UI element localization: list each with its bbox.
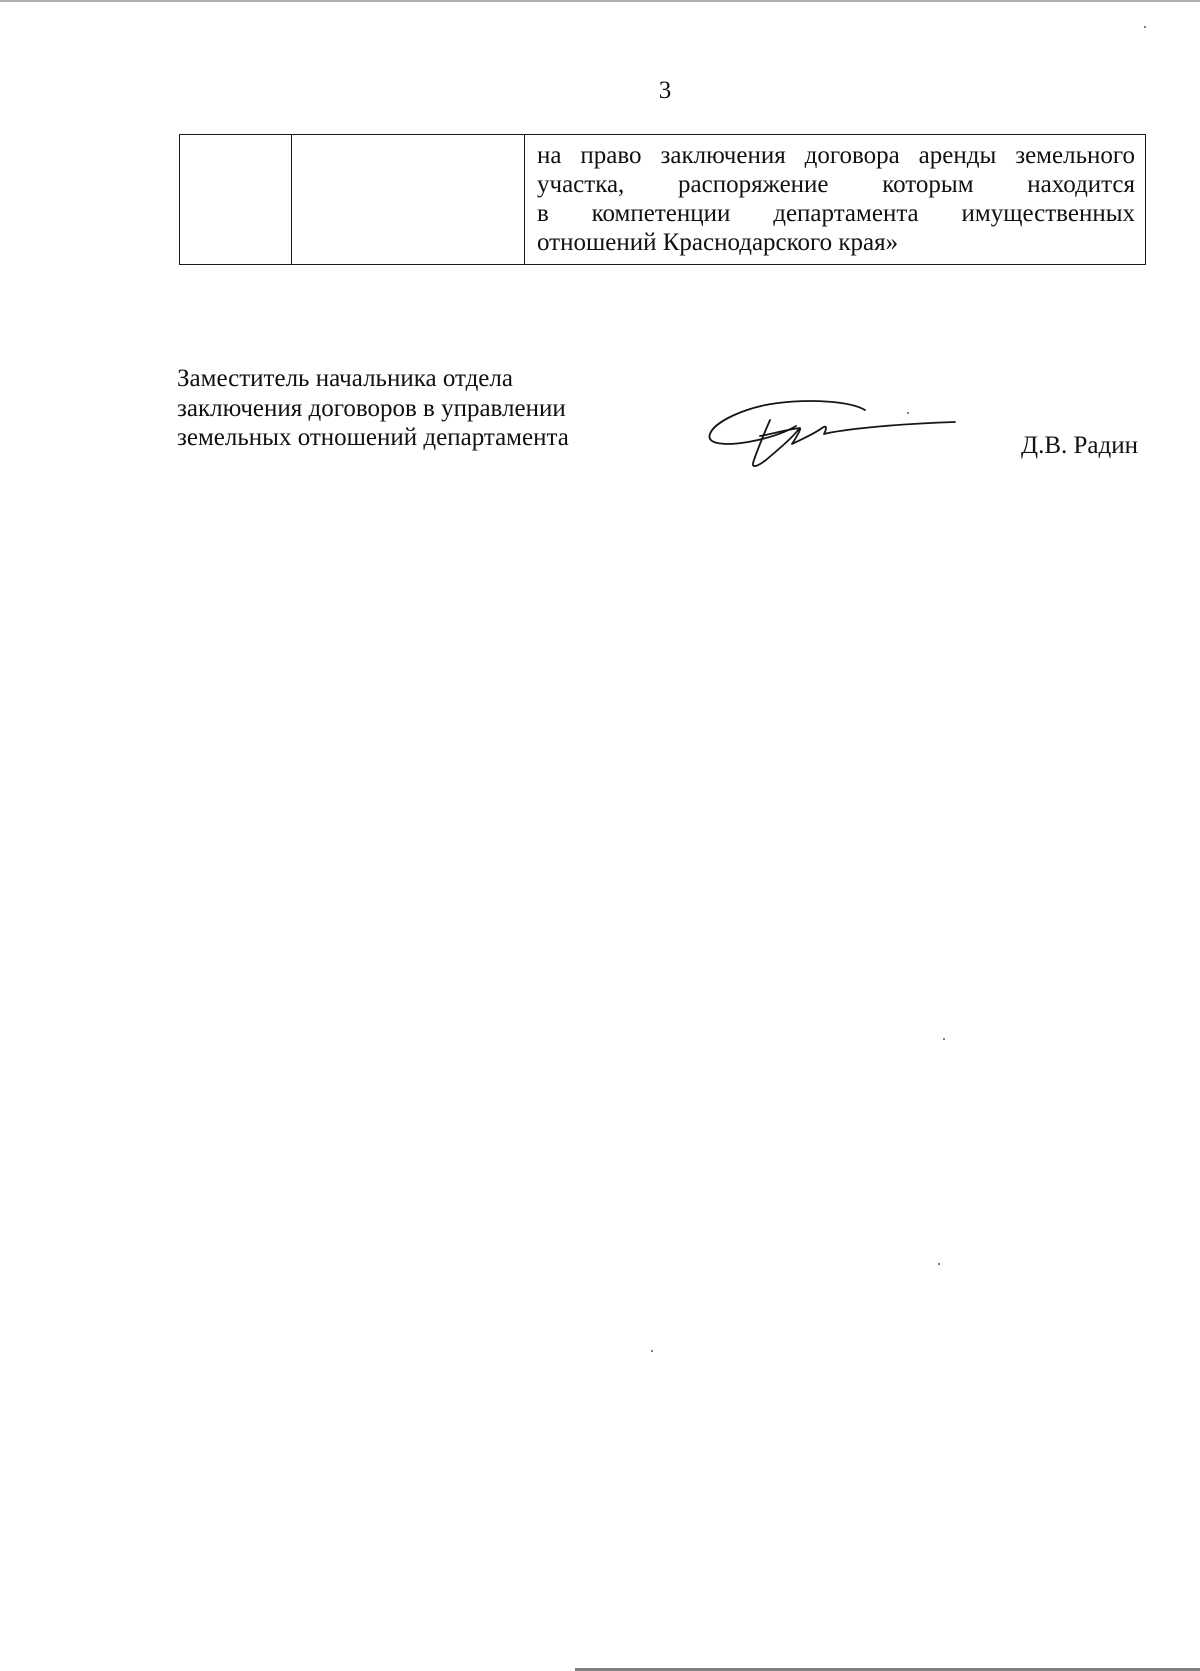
table-cell-text <box>525 135 1145 257</box>
scan-speck <box>938 1263 940 1265</box>
signatory-position-line: Заместитель начальника отдела <box>177 365 513 392</box>
scan-speck <box>907 412 909 414</box>
table-cell-3 <box>525 135 1146 265</box>
table-cell-2 <box>292 135 525 265</box>
table-text-line: в компетенции департамента имущественных <box>537 200 1135 227</box>
table-row <box>180 135 1146 265</box>
page-number: 3 <box>658 77 672 104</box>
scan-speck <box>943 1038 945 1040</box>
signatory-position <box>177 364 569 453</box>
table-text-line: участка, распоряжение которым находится <box>537 171 1135 198</box>
signatory-position-line: заключения договоров в управлении <box>177 394 566 422</box>
table-cell-1 <box>180 135 292 265</box>
signer-name: Д.В. Радин <box>1021 432 1138 459</box>
signatory-position-line: земельных отношений департамента <box>177 424 569 451</box>
table-text-line: отношений Краснодарского края» <box>537 229 899 256</box>
handwritten-signature <box>700 398 960 498</box>
scan-speck <box>1144 26 1146 28</box>
continuation-table <box>179 134 1146 265</box>
table-text-line: на право заключения договора аренды земельного <box>537 142 1135 169</box>
scan-edge-top <box>0 0 1200 2</box>
scan-speck <box>651 1350 653 1352</box>
